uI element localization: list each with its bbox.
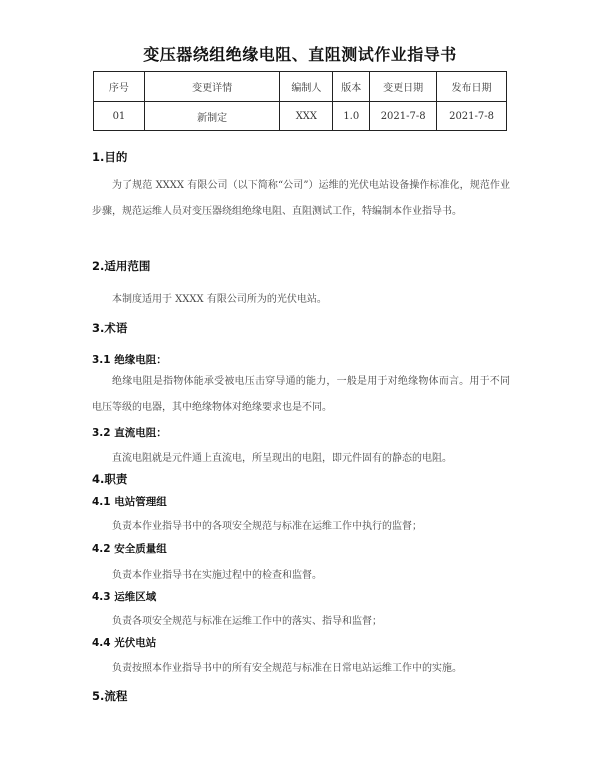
revision-table-header xyxy=(94,72,507,102)
subheading-station-management: 4.1 电站管理组 xyxy=(92,496,167,508)
section-heading-process: 5.流程 xyxy=(92,689,128,703)
header-cell: 变更日期 xyxy=(370,72,437,102)
header-cell: 编制人 xyxy=(280,72,333,102)
duty-paragraph: 负责按照本作业指导书中的所有安全规范与标准在日常电站运维工作中的实施。 xyxy=(112,663,462,674)
purpose-paragraph: 为了规范 XXXX 有限公司（以下简称“公司”）运维的光伏电站设备操作标准化，规范作业步骤，规范运维人员对变压器绕组绝缘电阻、直阻测试工作，特编制本作业指导书。 xyxy=(92,180,510,217)
section-heading-duties: 4.职责 xyxy=(92,472,128,486)
table-cell: 新制定 xyxy=(144,102,280,131)
subheading-dc-resistance: 3.2 直流电阻： xyxy=(92,427,167,439)
header-cell: 变更详情 xyxy=(144,72,280,102)
subheading-insulation-resistance: 3.1 绝缘电阻： xyxy=(92,354,167,366)
table-cell: 2021-7-8 xyxy=(370,102,437,131)
section-heading-terms: 3.术语 xyxy=(92,321,128,335)
scope-paragraph: 本制度适用于 XXXX 有限公司所为的光伏电站。 xyxy=(112,294,327,305)
table-cell: 01 xyxy=(94,102,145,131)
table-cell: 1.0 xyxy=(333,102,370,131)
subheading-pv-station: 4.4 光伏电站 xyxy=(92,637,157,649)
table-cell: 2021-7-8 xyxy=(437,102,507,131)
dc-resistance-paragraph: 直流电阻就是元件通上直流电，所呈现出的电阻，即元件固有的静态的电阻。 xyxy=(112,453,452,464)
subheading-safety-quality: 4.2 安全质量组 xyxy=(92,543,167,555)
subheading-om-region: 4.3 运维区域 xyxy=(92,591,157,603)
section-heading-scope: 2.适用范围 xyxy=(92,259,151,273)
document-title: 变压器绕组绝缘电阻、直阻测试作业指导书 xyxy=(143,45,457,64)
revision-table xyxy=(93,71,507,131)
header-cell: 版本 xyxy=(333,72,370,102)
header-cell: 序号 xyxy=(94,72,145,102)
section-heading-purpose: 1.目的 xyxy=(92,150,128,164)
insulation-resistance-paragraph: 绝缘电阻是指物体能承受被电压击穿导通的能力，一般是用于对绝缘物体而言。用于不同电压等级的电器，其中绝缘物体对绝缘要求也是不同。 xyxy=(92,376,510,413)
duty-paragraph: 负责本作业指导书中的各项安全规范与标准在运维工作中执行的监督； xyxy=(112,521,422,532)
header-cell: 发布日期 xyxy=(437,72,507,102)
table-cell: XXX xyxy=(280,102,333,131)
table-row xyxy=(94,102,507,131)
duty-paragraph: 负责本作业指导书在实施过程中的检查和监督。 xyxy=(112,570,322,581)
duty-paragraph: 负责各项安全规范与标准在运维工作中的落实、指导和监督； xyxy=(112,616,382,627)
